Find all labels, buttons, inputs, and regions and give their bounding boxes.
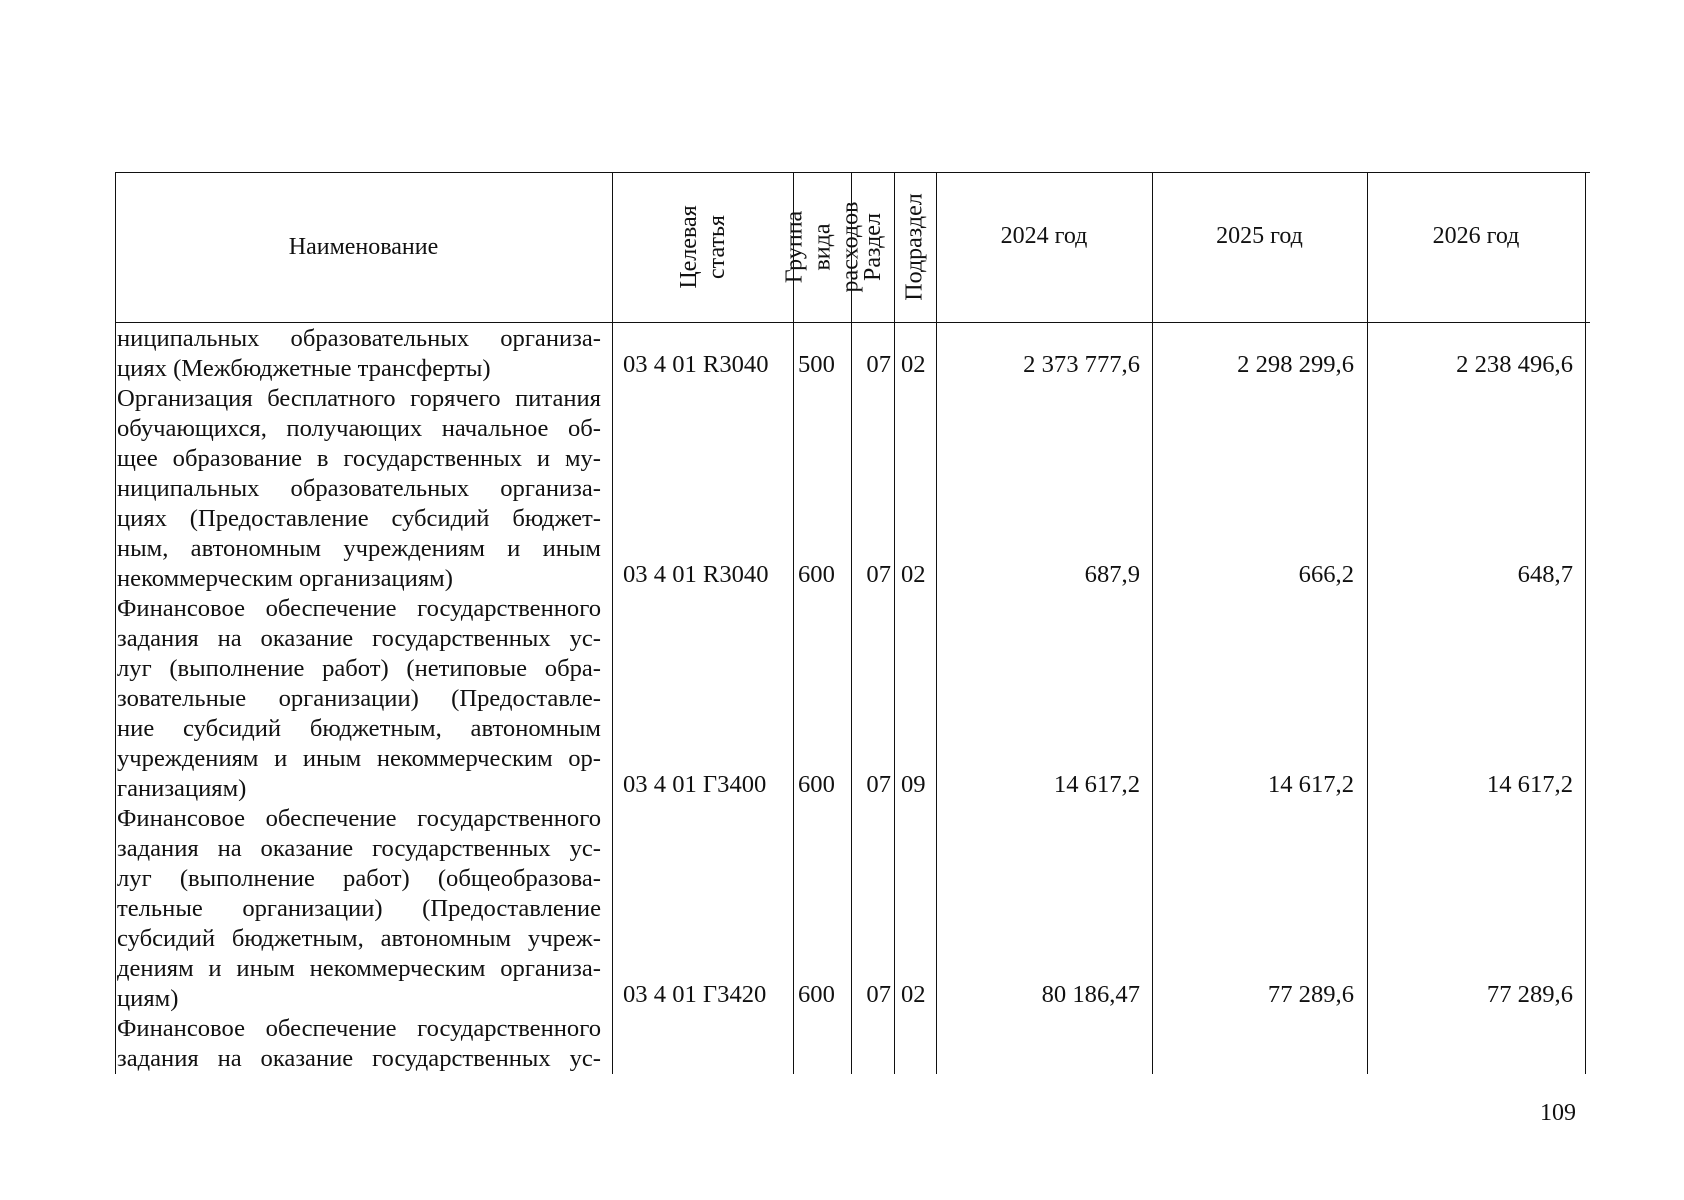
row-name-line: ниципальных образовательных организа- xyxy=(117,475,601,502)
year-2024-cell: 2 373 777,6 xyxy=(1023,351,1140,378)
year-2024-cell: 80 186,47 xyxy=(1041,981,1140,1008)
header-target-article-label: Целевая статья xyxy=(675,205,730,289)
header-bottom-border xyxy=(115,322,1590,323)
col-border xyxy=(1585,172,1586,1074)
budget-table xyxy=(115,172,1590,1074)
header-section-label: Раздел xyxy=(859,213,886,281)
target-article-cell: 03 4 01 Г3420 xyxy=(623,981,767,1008)
row-name-line: циях (Предоставление субсидий бюджет- xyxy=(117,505,601,532)
year-2026-cell: 2 238 496,6 xyxy=(1456,351,1573,378)
header-year-2025: 2025 год xyxy=(1216,222,1303,249)
row-name-line: ганизациям) xyxy=(117,775,247,802)
row-name-line: циях (Межбюджетные трансферты) xyxy=(117,355,491,382)
year-2025-cell: 14 617,2 xyxy=(1267,771,1354,798)
header-subsection-label: Подраздел xyxy=(902,193,929,301)
section-cell: 07 xyxy=(866,981,891,1008)
row-name-line: обучающихся, получающих начальное об- xyxy=(117,415,601,442)
header-subsection xyxy=(894,172,936,322)
row-name-line: циям) xyxy=(117,985,179,1012)
expense-group-cell: 600 xyxy=(798,561,835,588)
year-2025-cell: 666,2 xyxy=(1298,561,1354,588)
expense-group-cell: 500 xyxy=(798,351,835,378)
target-article-cell: 03 4 01 R3040 xyxy=(623,351,769,378)
row-name-line: ным, автономным учреждениям и иным xyxy=(117,535,601,562)
row-name-line: Финансовое обеспечение государственного xyxy=(117,1015,601,1042)
col-border xyxy=(1152,172,1153,1074)
row-name xyxy=(115,1014,605,1074)
header-section xyxy=(851,172,894,322)
row-name-line: дениям и иным некоммерческим организа- xyxy=(117,955,601,982)
header-year-2024: 2024 год xyxy=(1000,222,1088,249)
row-name xyxy=(115,384,605,594)
row-name-line: Организация бесплатного горячего питания xyxy=(117,385,601,412)
subsection-cell: 02 xyxy=(901,351,926,378)
header-year-2026: 2026 год xyxy=(1432,222,1520,249)
expense-group-cell: 600 xyxy=(798,981,835,1008)
year-2026-cell: 14 617,2 xyxy=(1486,771,1573,798)
page-number: 109 xyxy=(1540,1100,1576,1126)
header-expense-group xyxy=(781,172,864,322)
year-2025-cell: 77 289,6 xyxy=(1267,981,1354,1008)
target-article-cell: 03 4 01 Г3400 xyxy=(623,771,767,798)
row-name-line: Финансовое обеспечение государственного xyxy=(117,805,601,832)
row-name-line: Финансовое обеспечение государственного xyxy=(117,595,601,622)
year-2025-cell: 2 298 299,6 xyxy=(1237,351,1354,378)
row-name-line: щее образование в государственных и му- xyxy=(117,445,601,472)
section-cell: 07 xyxy=(866,771,891,798)
row-name-line: некоммерческим организациям) xyxy=(117,565,453,592)
row-name-line: задания на оказание государственных ус- xyxy=(117,625,601,652)
header-target-article xyxy=(612,172,793,322)
subsection-cell: 02 xyxy=(901,561,926,588)
year-2024-cell: 687,9 xyxy=(1084,561,1140,588)
year-2024-cell: 14 617,2 xyxy=(1053,771,1140,798)
year-2026-cell: 648,7 xyxy=(1517,561,1573,588)
row-name-line: луг (выполнение работ) (нетиповые обра- xyxy=(117,655,601,682)
row-name xyxy=(115,594,605,804)
row-name-line: ниципальных образовательных организа- xyxy=(117,325,601,352)
target-article-cell: 03 4 01 R3040 xyxy=(623,561,769,588)
row-name-line: учреждениям и иным некоммерческим ор- xyxy=(117,745,601,772)
row-name-line: тельные организации) (Предоставление xyxy=(117,895,601,922)
row-name-line: задания на оказание государственных ус- xyxy=(117,835,601,862)
section-cell: 07 xyxy=(866,351,891,378)
year-2026-cell: 77 289,6 xyxy=(1486,981,1573,1008)
row-name-line: зовательные организации) (Предоставле- xyxy=(117,685,601,712)
row-name-line: ние субсидий бюджетным, автономным xyxy=(117,715,601,742)
col-border xyxy=(936,172,937,1074)
subsection-cell: 02 xyxy=(901,981,926,1008)
header-name: Наименование xyxy=(288,233,439,260)
row-name-line: луг (выполнение работ) (общеобразова- xyxy=(117,865,601,892)
header-expense-group-label: Группа вида расходов xyxy=(781,201,864,293)
subsection-cell: 09 xyxy=(901,771,926,798)
expense-group-cell: 600 xyxy=(798,771,835,798)
row-name-line: субсидий бюджетным, автономным учреж- xyxy=(117,925,601,952)
row-name xyxy=(115,804,605,1014)
col-border xyxy=(1367,172,1368,1074)
row-name xyxy=(115,324,605,384)
row-name-line: задания на оказание государственных ус- xyxy=(117,1045,601,1072)
section-cell: 07 xyxy=(866,561,891,588)
